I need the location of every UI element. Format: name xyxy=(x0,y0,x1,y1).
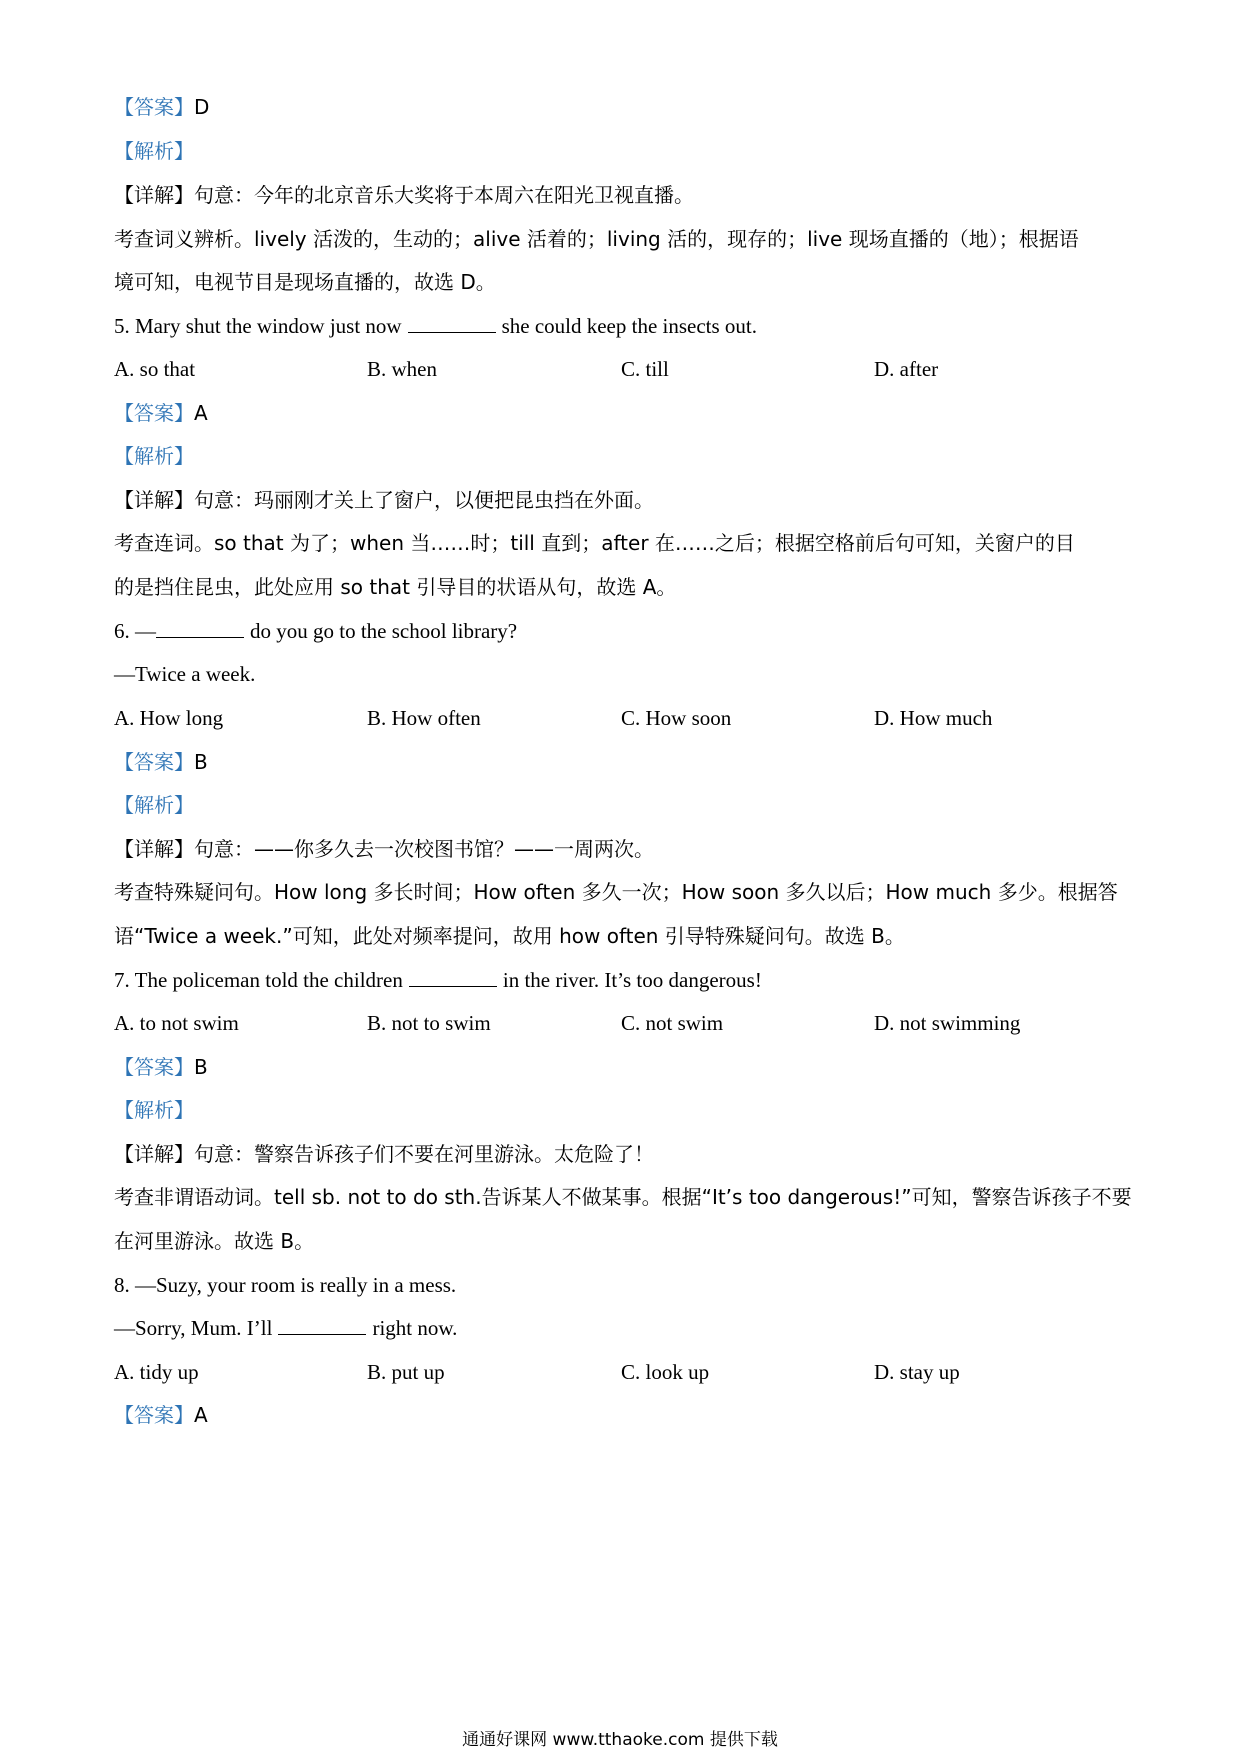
answer-blank xyxy=(278,1333,366,1335)
detail-line-q7 xyxy=(114,1139,1134,1169)
answer-blank xyxy=(408,331,496,333)
reply-after-blank: right now. xyxy=(372,1316,458,1340)
answer-line-q4 xyxy=(114,92,1134,122)
analysis-tag: 【解析】 xyxy=(114,444,194,468)
option-c: C. not swim xyxy=(621,1011,724,1035)
options-row-q7 xyxy=(114,1008,1134,1038)
analysis-line-q7 xyxy=(114,1095,1134,1125)
detail-tag: 【详解】 xyxy=(114,837,194,861)
answer-tag: 【答案】 xyxy=(114,401,194,425)
page-footer: 通通好课网 www.tthaoke.com 提供下载 xyxy=(462,1730,778,1750)
answer-line-q6 xyxy=(114,747,1134,777)
answer-value: B xyxy=(194,1055,208,1079)
answer-tag: 【答案】 xyxy=(114,750,194,774)
answer-value: A xyxy=(194,401,208,425)
option-c: C. look up xyxy=(621,1360,710,1384)
detail-tag: 【详解】 xyxy=(114,488,194,512)
analysis-tag: 【解析】 xyxy=(114,139,194,163)
option-c: C. How soon xyxy=(621,706,732,730)
answer-value: A xyxy=(194,1403,208,1427)
detail-tag: 【详解】 xyxy=(114,183,194,207)
analysis-line-q4 xyxy=(114,136,1134,166)
answer-line-q7 xyxy=(114,1052,1134,1082)
option-b: B. not to swim xyxy=(367,1011,491,1035)
question-stem-q6 xyxy=(114,616,1134,646)
option-b: B. when xyxy=(367,357,437,381)
answer-tag: 【答案】 xyxy=(114,1403,194,1427)
option-d: D. How much xyxy=(874,706,993,730)
stem-before-blank: 5. Mary shut the window just now xyxy=(114,314,402,338)
explanation-line: 考查特殊疑问句。How long 多长时间；How often 多久一次；How soon 多久以后；How much 多少。根据答 xyxy=(114,880,1118,904)
stem-after-blank: in the river. It’s too dangerous! xyxy=(502,968,762,992)
option-a: A. so that xyxy=(114,357,196,381)
option-a: A. tidy up xyxy=(114,1360,199,1384)
analysis-tag: 【解析】 xyxy=(114,1098,194,1122)
option-b: B. How often xyxy=(367,706,481,730)
detail-text: 句意：今年的北京音乐大奖将于本周六在阳光卫视直播。 xyxy=(194,183,694,207)
question-stem-q5 xyxy=(114,311,1134,341)
option-a: A. How long xyxy=(114,706,224,730)
stem-before-blank: 7. The policeman told the children xyxy=(114,968,403,992)
options-row-q6 xyxy=(114,703,1134,733)
answer-value: D xyxy=(194,95,210,119)
answer-value: B xyxy=(194,750,208,774)
explanation-line: 语“Twice a week.”可知，此处对频率提问，故用 how often 引导特殊疑问句。故选 B。 xyxy=(114,924,905,948)
option-d: D. stay up xyxy=(874,1360,960,1384)
explanation-line: 在河里游泳。故选 B。 xyxy=(114,1229,315,1253)
answer-blank xyxy=(409,985,497,987)
explanation-line: 的是挡住昆虫，此处应用 so that 引导目的状语从句，故选 A。 xyxy=(114,575,677,599)
analysis-line-q5 xyxy=(114,441,1134,471)
question-reply-q8 xyxy=(114,1313,1134,1343)
explanation-line: 考查词义辨析。lively 活泼的，生动的；alive 活着的；living 活的，现存的；live 现场直播的（地）；根据语 xyxy=(114,227,1079,251)
stem-before-blank: 6. — xyxy=(114,619,156,643)
stem-after-blank: she could keep the insects out. xyxy=(501,314,758,338)
reply-before-blank: —Sorry, Mum. I’ll xyxy=(114,1316,273,1340)
question-reply-q6: —Twice a week. xyxy=(114,662,256,686)
option-c: C. till xyxy=(621,357,669,381)
answer-tag: 【答案】 xyxy=(114,95,194,119)
detail-line-q5 xyxy=(114,485,1134,515)
analysis-line-q6 xyxy=(114,790,1134,820)
detail-text: 句意：玛丽刚才关上了窗户，以便把昆虫挡在外面。 xyxy=(194,488,654,512)
stem-after-blank: do you go to the school library? xyxy=(250,619,518,643)
explanation-line: 考查连词。so that 为了；when 当……时；till 直到；after 在……之后；根据空格前后句可知，关窗户的目 xyxy=(114,531,1075,555)
options-row-q5 xyxy=(114,354,1134,384)
option-b: B. put up xyxy=(367,1360,445,1384)
option-a: A. to not swim xyxy=(114,1011,239,1035)
option-d: D. not swimming xyxy=(874,1011,1021,1035)
detail-line-q6 xyxy=(114,834,1134,864)
explanation-line: 考查非谓语动词。tell sb. not to do sth.告诉某人不做某事。根据“It’s too dangerous!”可知，警察告诉孩子不要 xyxy=(114,1185,1132,1209)
question-stem-q7 xyxy=(114,965,1134,995)
answer-blank xyxy=(156,636,244,638)
answer-tag: 【答案】 xyxy=(114,1055,194,1079)
explanation-line: 境可知，电视节目是现场直播的，故选 D。 xyxy=(114,270,496,294)
answer-line-q8 xyxy=(114,1400,1134,1430)
question-stem-q8: 8. —Suzy, your room is really in a mess. xyxy=(114,1273,457,1297)
options-row-q8 xyxy=(114,1357,1134,1387)
detail-tag: 【详解】 xyxy=(114,1142,194,1166)
option-d: D. after xyxy=(874,357,939,381)
detail-text: 句意：警察告诉孩子们不要在河里游泳。太危险了！ xyxy=(194,1142,654,1166)
detail-line-q4 xyxy=(114,180,1134,210)
detail-text: 句意：——你多久去一次校图书馆？——一周两次。 xyxy=(194,837,654,861)
answer-line-q5 xyxy=(114,398,1134,428)
analysis-tag: 【解析】 xyxy=(114,793,194,817)
